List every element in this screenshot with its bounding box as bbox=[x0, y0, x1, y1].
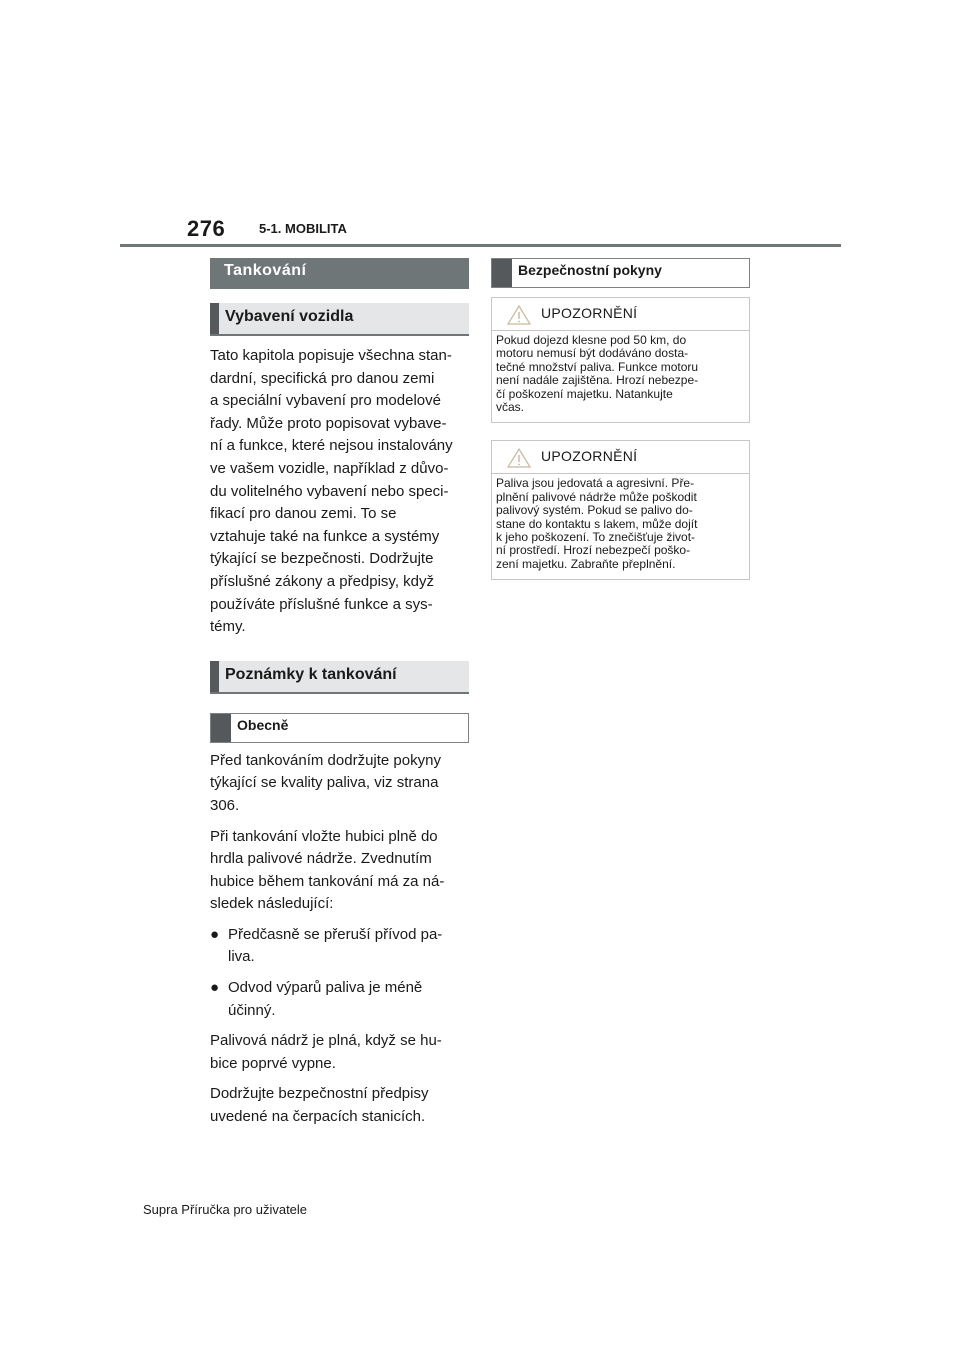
text-line: vztahuje také na funkce a systémy bbox=[210, 527, 440, 545]
left-column bbox=[210, 258, 469, 1129]
subheading-refuel-notes bbox=[210, 661, 469, 694]
minor-heading-safety bbox=[491, 258, 750, 288]
text-line: liva. bbox=[228, 948, 255, 966]
warning-box bbox=[491, 440, 750, 580]
text-line: týkající se kvality paliva, viz strana bbox=[210, 774, 439, 792]
bullet-dot-icon: ● bbox=[210, 925, 220, 943]
warning-triangle-icon bbox=[506, 304, 532, 326]
bullet-item bbox=[210, 977, 469, 1022]
subheading-label: Vybavení vozidla bbox=[225, 308, 354, 325]
text-line: motoru nemusí být dodáváno dosta- bbox=[496, 346, 689, 361]
text-line: hrdla palivové nádrže. Zvednutím bbox=[210, 850, 432, 868]
minor-heading-label: Bezpečnostní pokyny bbox=[518, 262, 662, 278]
warning-label: UPOZORNĚNÍ bbox=[541, 305, 638, 321]
text-line: a speciální vybavení pro modelové bbox=[210, 392, 441, 410]
bullet-text bbox=[228, 977, 469, 1022]
text-line: bice poprvé vypne. bbox=[210, 1054, 336, 1072]
text-line: používáte příslušné funkce a sys- bbox=[210, 595, 433, 613]
text-line: palivový systém. Pokud se palivo do- bbox=[496, 503, 693, 518]
warning-text bbox=[492, 474, 749, 579]
text-line: ní a funkce, které nejsou instalovány bbox=[210, 437, 453, 455]
warning-triangle-icon bbox=[506, 447, 532, 469]
text-line: sledek následující: bbox=[210, 895, 334, 913]
text-line: hubice během tankování má za ná- bbox=[210, 872, 445, 890]
text-line: Před tankováním dodržujte pokyny bbox=[210, 751, 441, 769]
warning-label: UPOZORNĚNÍ bbox=[541, 448, 638, 465]
paragraph-fuel-quality bbox=[210, 750, 469, 818]
text-line: témy. bbox=[210, 618, 246, 636]
minor-heading-marker bbox=[211, 714, 231, 742]
bullet-item bbox=[210, 924, 469, 969]
text-line: Palivová nádrž je plná, když se hu- bbox=[210, 1032, 442, 1050]
text-line: zení majetku. Zabraňte přeplnění. bbox=[496, 556, 676, 571]
text-line: tečné množství paliva. Funkce motoru bbox=[496, 359, 699, 374]
paragraph-safety-rules bbox=[210, 1083, 469, 1128]
text-line: příslušné zákony a předpisy, když bbox=[210, 572, 434, 590]
right-column bbox=[491, 258, 750, 580]
subheading-marker bbox=[210, 303, 219, 334]
text-line: Předčasně se přeruší přívod pa- bbox=[228, 925, 443, 943]
subheading-label: Poznámky k tankování bbox=[225, 665, 397, 683]
text-line: týkající se bezpečnosti. Dodržujte bbox=[210, 550, 434, 568]
subheading-marker bbox=[210, 661, 219, 692]
paragraph-nozzle bbox=[210, 826, 469, 916]
paragraph-intro bbox=[210, 345, 469, 639]
page-number: 276 bbox=[187, 216, 226, 241]
subheading-equipment bbox=[210, 303, 469, 336]
text-line: čí poškození majetku. Natankujte bbox=[496, 386, 673, 401]
text-line: ní prostředí. Hrozí nebezpečí poško- bbox=[496, 543, 691, 558]
text-line: řady. Může proto popisovat vybave- bbox=[210, 414, 447, 432]
text-line: Dodržujte bezpečnostní předpisy bbox=[210, 1085, 429, 1103]
section-label: 5-1. MOBILITA bbox=[259, 221, 347, 236]
bullet-text bbox=[228, 924, 469, 969]
text-line: Paliva jsou jedovatá a agresivní. Pře- bbox=[496, 476, 695, 491]
text-line: plnění palivové nádrže může poškodit bbox=[496, 489, 697, 504]
text-line: 306. bbox=[210, 796, 240, 814]
text-line: Odvod výparů paliva je méně bbox=[228, 979, 423, 997]
page-footer: Supra Příručka pro uživatele bbox=[143, 1202, 308, 1217]
text-line: fikací pro danou zemi. To se bbox=[210, 505, 397, 523]
warning-text bbox=[492, 331, 749, 422]
text-line: k jeho poškození. To znečišťuje život- bbox=[496, 530, 696, 545]
section-title: Tankování bbox=[210, 258, 469, 289]
text-line: Tato kapitola popisuje všechna stan- bbox=[210, 347, 452, 364]
minor-heading-label: Obecně bbox=[237, 716, 289, 733]
text-line: není nadále zajištěna. Hrozí nebezpe- bbox=[496, 373, 699, 388]
warning-box bbox=[491, 297, 750, 423]
text-line: ve vašem vozidle, například z důvo- bbox=[210, 459, 449, 477]
header-rule bbox=[120, 244, 841, 247]
text-line: stane do kontaktu s lakem, může dojít bbox=[496, 516, 698, 531]
warning-header bbox=[492, 298, 749, 331]
warning-header bbox=[492, 441, 749, 474]
bullet-dot-icon: ● bbox=[210, 979, 220, 997]
text-line: uvedené na čerpacích stanicích. bbox=[210, 1108, 426, 1126]
minor-heading-marker bbox=[492, 259, 512, 287]
text-line: Při tankování vložte hubici plně do bbox=[210, 827, 438, 845]
minor-heading-general bbox=[210, 713, 469, 743]
text-line: Pokud dojezd klesne pod 50 km, do bbox=[496, 333, 687, 347]
text-line: účinný. bbox=[228, 1001, 276, 1019]
text-line: včas. bbox=[496, 400, 525, 415]
text-line: du volitelného vybavení nebo speci- bbox=[210, 482, 449, 500]
paragraph-tank-full bbox=[210, 1030, 469, 1075]
text-line: dardní, specifická pro danou zemi bbox=[210, 369, 435, 387]
